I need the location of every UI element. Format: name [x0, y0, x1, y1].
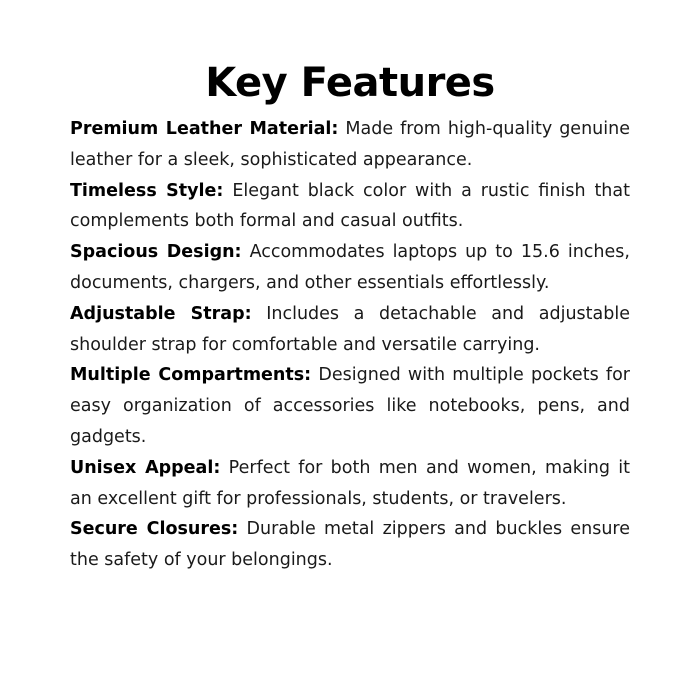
feature-item-timeless-style	[70, 176, 630, 238]
feature-item-multiple-compartments	[70, 360, 630, 452]
feature-item-secure-closures	[70, 514, 630, 576]
feature-description: Durable metal zippers and buckles ensure the safety of your belongings.	[70, 519, 630, 571]
feature-description: Accommodates laptops up to 15.6 inches, documents, chargers, and other essentials effortlessly.	[70, 242, 630, 293]
feature-name: Timeless Style:	[70, 180, 224, 201]
page-title: Key Features	[205, 60, 495, 106]
feature-name: Secure Closures:	[70, 519, 239, 540]
feature-description: Includes a detachable and adjustable shoulder strap for comfortable and versatile carrying.	[70, 303, 630, 355]
feature-item-unisex-appeal	[70, 453, 630, 515]
feature-item-premium-leather	[70, 114, 630, 176]
feature-item-spacious-design	[70, 237, 630, 299]
feature-item-adjustable-strap	[70, 299, 630, 361]
feature-description: Made from high-quality genuine leather for a sleek, sophisticated appearance.	[70, 119, 630, 170]
feature-list	[70, 114, 630, 576]
feature-description: Elegant black color with a rustic finish that complements both formal and casual outfits.	[70, 180, 630, 232]
feature-name: Spacious Design:	[70, 242, 242, 263]
feature-name: Multiple Compartments:	[70, 365, 312, 386]
feature-description: Designed with multiple pockets for easy organization of accessories like notebooks, pens, and gadgets.	[70, 365, 630, 447]
feature-name: Unisex Appeal:	[70, 457, 221, 478]
feature-name: Adjustable Strap:	[70, 303, 252, 324]
feature-description: Perfect for both men and women, making it an excellent gift for professionals, students, or travelers.	[70, 457, 630, 509]
feature-name: Premium Leather Material:	[70, 119, 339, 139]
